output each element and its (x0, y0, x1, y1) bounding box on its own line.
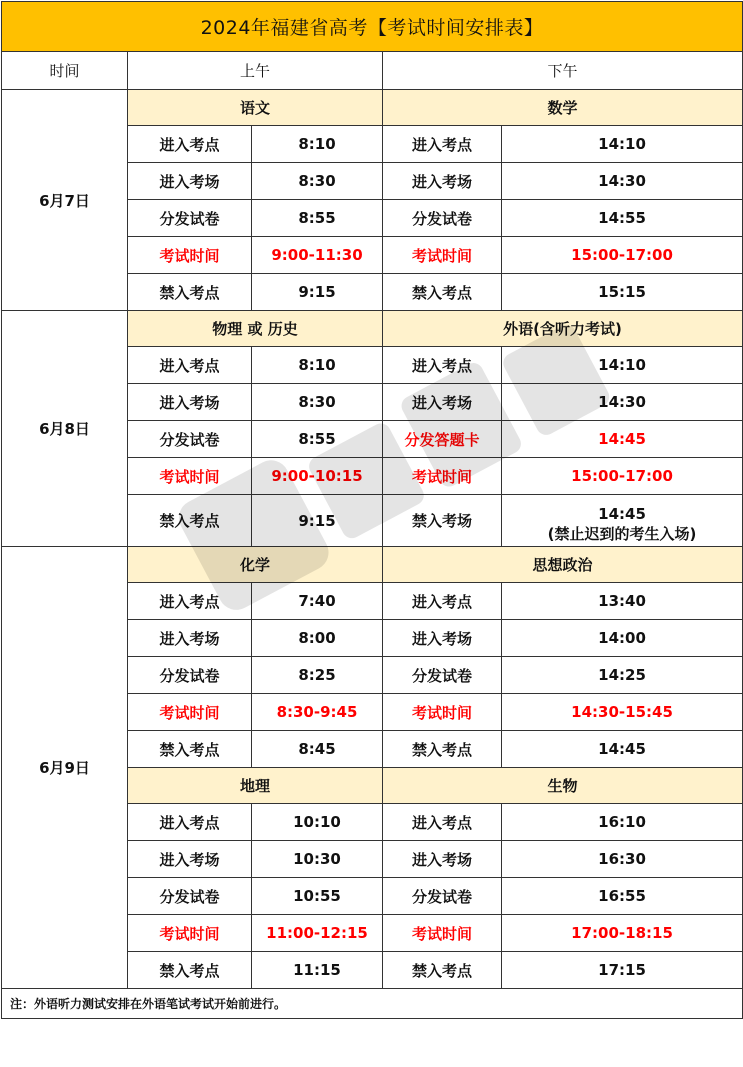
am-time: 9:15 (252, 495, 383, 547)
subject-pm: 生物 (383, 768, 743, 804)
am-label: 进入考场 (128, 384, 252, 421)
am-label: 分发试卷 (128, 200, 252, 237)
footnote: 注：外语听力测试安排在外语笔试考试开始前进行。 (2, 989, 743, 1019)
am-label: 考试时间 (128, 694, 252, 731)
pm-time: 14:30-15:45 (502, 694, 743, 731)
pm-label: 分发试卷 (383, 657, 502, 694)
am-time: 8:25 (252, 657, 383, 694)
am-label: 进入考场 (128, 841, 252, 878)
am-time: 8:10 (252, 347, 383, 384)
am-label: 分发试卷 (128, 421, 252, 458)
pm-time-cell (502, 495, 743, 547)
pm-label: 考试时间 (383, 458, 502, 495)
subject-pm: 数学 (383, 90, 743, 126)
pm-label: 分发试卷 (383, 878, 502, 915)
pm-time: 14:10 (502, 347, 743, 384)
am-time: 8:30 (252, 384, 383, 421)
am-time: 8:30 (252, 163, 383, 200)
pm-label: 进入考场 (383, 841, 502, 878)
pm-time: 14:45 (502, 731, 743, 768)
pm-label: 禁入考点 (383, 274, 502, 311)
pm-label: 进入考场 (383, 384, 502, 421)
am-time: 9:15 (252, 274, 383, 311)
header-time: 时间 (2, 52, 128, 90)
am-time: 10:55 (252, 878, 383, 915)
am-label: 考试时间 (128, 458, 252, 495)
date-cell: 6月9日 (2, 547, 128, 989)
pm-label: 进入考点 (383, 126, 502, 163)
pm-label: 考试时间 (383, 237, 502, 274)
pm-label: 进入考场 (383, 163, 502, 200)
pm-time: 17:15 (502, 952, 743, 989)
subject-am: 地理 (128, 768, 383, 804)
exam-schedule-table (1, 1, 743, 1019)
am-label: 考试时间 (128, 915, 252, 952)
pm-label: 进入考点 (383, 804, 502, 841)
am-time: 7:40 (252, 583, 383, 620)
am-time: 9:00-11:30 (252, 237, 383, 274)
am-label: 分发试卷 (128, 657, 252, 694)
am-time: 10:30 (252, 841, 383, 878)
date-cell: 6月8日 (2, 311, 128, 547)
am-label: 禁入考点 (128, 952, 252, 989)
am-time: 10:10 (252, 804, 383, 841)
am-time: 8:00 (252, 620, 383, 657)
am-time: 9:00-10:15 (252, 458, 383, 495)
am-label: 进入考点 (128, 347, 252, 384)
header-am: 上午 (128, 52, 383, 90)
am-label: 禁入考点 (128, 495, 252, 547)
pm-label: 分发试卷 (383, 200, 502, 237)
pm-label: 禁入考场 (383, 495, 502, 547)
pm-time: 15:00-17:00 (502, 458, 743, 495)
subject-pm: 外语(含听力考试) (383, 311, 743, 347)
am-time: 11:15 (252, 952, 383, 989)
am-time: 8:45 (252, 731, 383, 768)
pm-time: 14:45 (502, 421, 743, 458)
pm-time: 14:45 (598, 505, 646, 523)
am-label: 进入考点 (128, 583, 252, 620)
am-time: 11:00-12:15 (252, 915, 383, 952)
subject-am: 语文 (128, 90, 383, 126)
subject-pm: 思想政治 (383, 547, 743, 583)
am-time: 8:55 (252, 200, 383, 237)
pm-label: 禁入考点 (383, 731, 502, 768)
pm-time: 14:25 (502, 657, 743, 694)
pm-label: 进入考点 (383, 583, 502, 620)
am-label: 进入考场 (128, 163, 252, 200)
pm-time: 14:00 (502, 620, 743, 657)
pm-time: 14:30 (502, 384, 743, 421)
page-title: 2024年福建省高考【考试时间安排表】 (2, 2, 743, 52)
am-label: 禁入考点 (128, 274, 252, 311)
pm-time: 16:55 (502, 878, 743, 915)
subject-am: 化学 (128, 547, 383, 583)
pm-time: 14:30 (502, 163, 743, 200)
am-label: 禁入考点 (128, 731, 252, 768)
date-cell: 6月7日 (2, 90, 128, 311)
pm-time: 15:15 (502, 274, 743, 311)
pm-time: 13:40 (502, 583, 743, 620)
pm-note: (禁止迟到的考生入场) (547, 525, 697, 543)
subject-am: 物理 或 历史 (128, 311, 383, 347)
pm-time: 17:00-18:15 (502, 915, 743, 952)
am-label: 进入考点 (128, 804, 252, 841)
am-time: 8:55 (252, 421, 383, 458)
pm-label: 进入考场 (383, 620, 502, 657)
pm-time: 16:10 (502, 804, 743, 841)
pm-label: 分发答题卡 (383, 421, 502, 458)
am-time: 8:30-9:45 (252, 694, 383, 731)
am-label: 考试时间 (128, 237, 252, 274)
am-time: 8:10 (252, 126, 383, 163)
pm-time: 14:10 (502, 126, 743, 163)
pm-time: 15:00-17:00 (502, 237, 743, 274)
pm-label: 考试时间 (383, 694, 502, 731)
pm-time: 14:55 (502, 200, 743, 237)
pm-label: 考试时间 (383, 915, 502, 952)
pm-label: 进入考点 (383, 347, 502, 384)
header-pm: 下午 (383, 52, 743, 90)
pm-label: 禁入考点 (383, 952, 502, 989)
am-label: 分发试卷 (128, 878, 252, 915)
am-label: 进入考场 (128, 620, 252, 657)
pm-time: 16:30 (502, 841, 743, 878)
am-label: 进入考点 (128, 126, 252, 163)
